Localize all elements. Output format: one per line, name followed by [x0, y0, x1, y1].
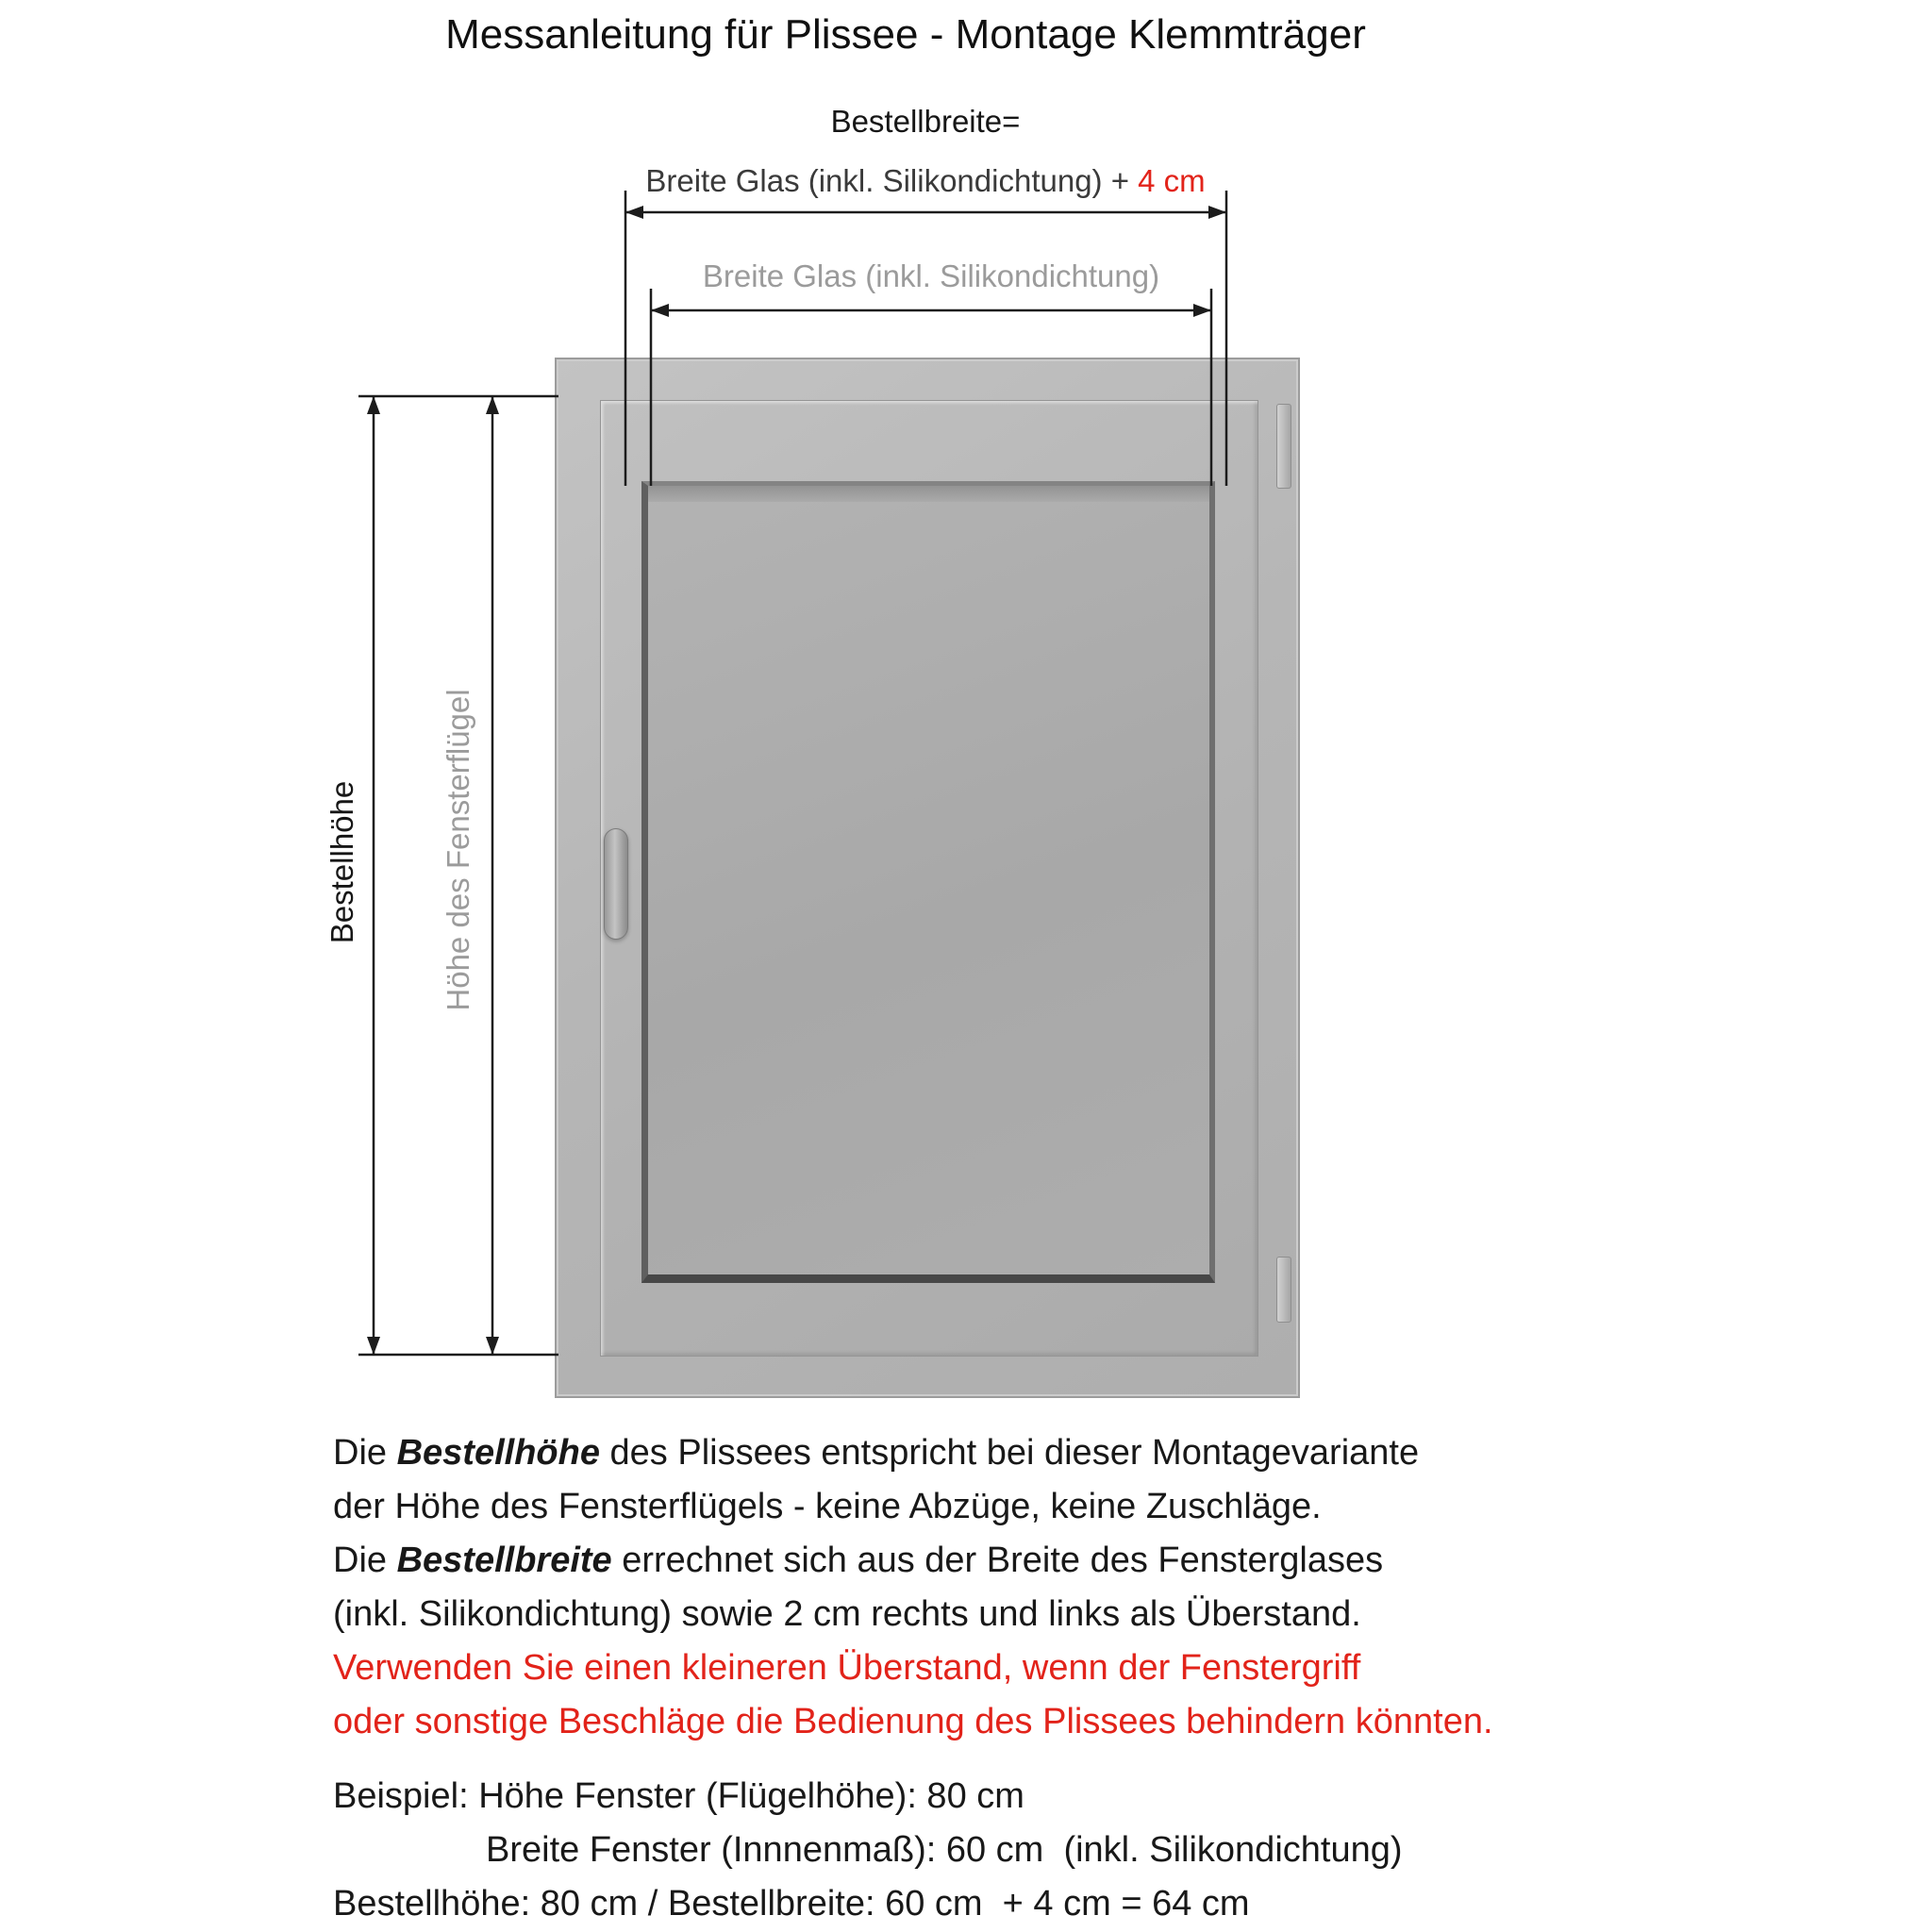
window-hinge-bottom-icon: [1276, 1257, 1291, 1323]
window-frame: [555, 358, 1300, 1398]
text-segment: des Plissees entspricht bei dieser Montagevariante: [599, 1433, 1420, 1473]
page-title: Messanleitung für Plissee - Montage Klemmträger: [445, 11, 1366, 58]
window-handle-icon: [604, 828, 628, 940]
glass-top-shade: [648, 486, 1209, 502]
example-block: [333, 1770, 1899, 1931]
example-line-3: Bestellhöhe: 80 cm / Bestellbreite: 60 cm + 4 cm = 64 cm: [333, 1884, 1250, 1924]
warning-line-2: oder sonstige Beschläge die Bedienung des Plissees behindern könnten.: [333, 1702, 1493, 1741]
example-line-2: Breite Fenster (Innnenmaß): 60 cm (inkl. Silikondichtung): [486, 1830, 1403, 1870]
example-line-1: Beispiel: Höhe Fenster (Flügelhöhe): 80 cm: [333, 1776, 1024, 1816]
order-width-formula-base: Breite Glas (inkl. Silikondichtung) +: [645, 163, 1139, 198]
order-width-formula-extra: 4 cm: [1138, 163, 1206, 198]
description-line-1: [333, 1426, 1899, 1480]
order-height-term: Bestellhöhe: [396, 1433, 600, 1473]
order-width-term: Bestellbreite: [396, 1541, 612, 1580]
window-hinge-top-icon: [1276, 404, 1291, 489]
order-height-label: Bestellhöhe: [325, 780, 359, 944]
window-glass: [641, 481, 1215, 1283]
glass-width-label: Breite Glas (inkl. Silikondichtung): [702, 258, 1160, 293]
order-width-formula: [645, 163, 1205, 199]
text-segment: errechnet sich aus der Breite des Fensterglases: [611, 1541, 1384, 1580]
text-segment: Die: [333, 1541, 397, 1580]
text-segment: Die: [333, 1433, 397, 1473]
window-sash: [600, 400, 1258, 1357]
description-text: [333, 1426, 1899, 1749]
description-line-2: der Höhe des Fensterflügels - keine Abzüge, keine Zuschläge.: [333, 1487, 1322, 1526]
order-width-label: Bestellbreite=: [830, 104, 1021, 139]
warning-line-1: Verwenden Sie einen kleineren Überstand, wenn der Fenstergriff: [333, 1648, 1361, 1688]
description-line-3: [333, 1534, 1899, 1588]
description-line-4: (inkl. Silikondichtung) sowie 2 cm rechts und links als Überstand.: [333, 1594, 1361, 1634]
sash-height-label: Höhe des Fensterflügel: [441, 689, 475, 1011]
